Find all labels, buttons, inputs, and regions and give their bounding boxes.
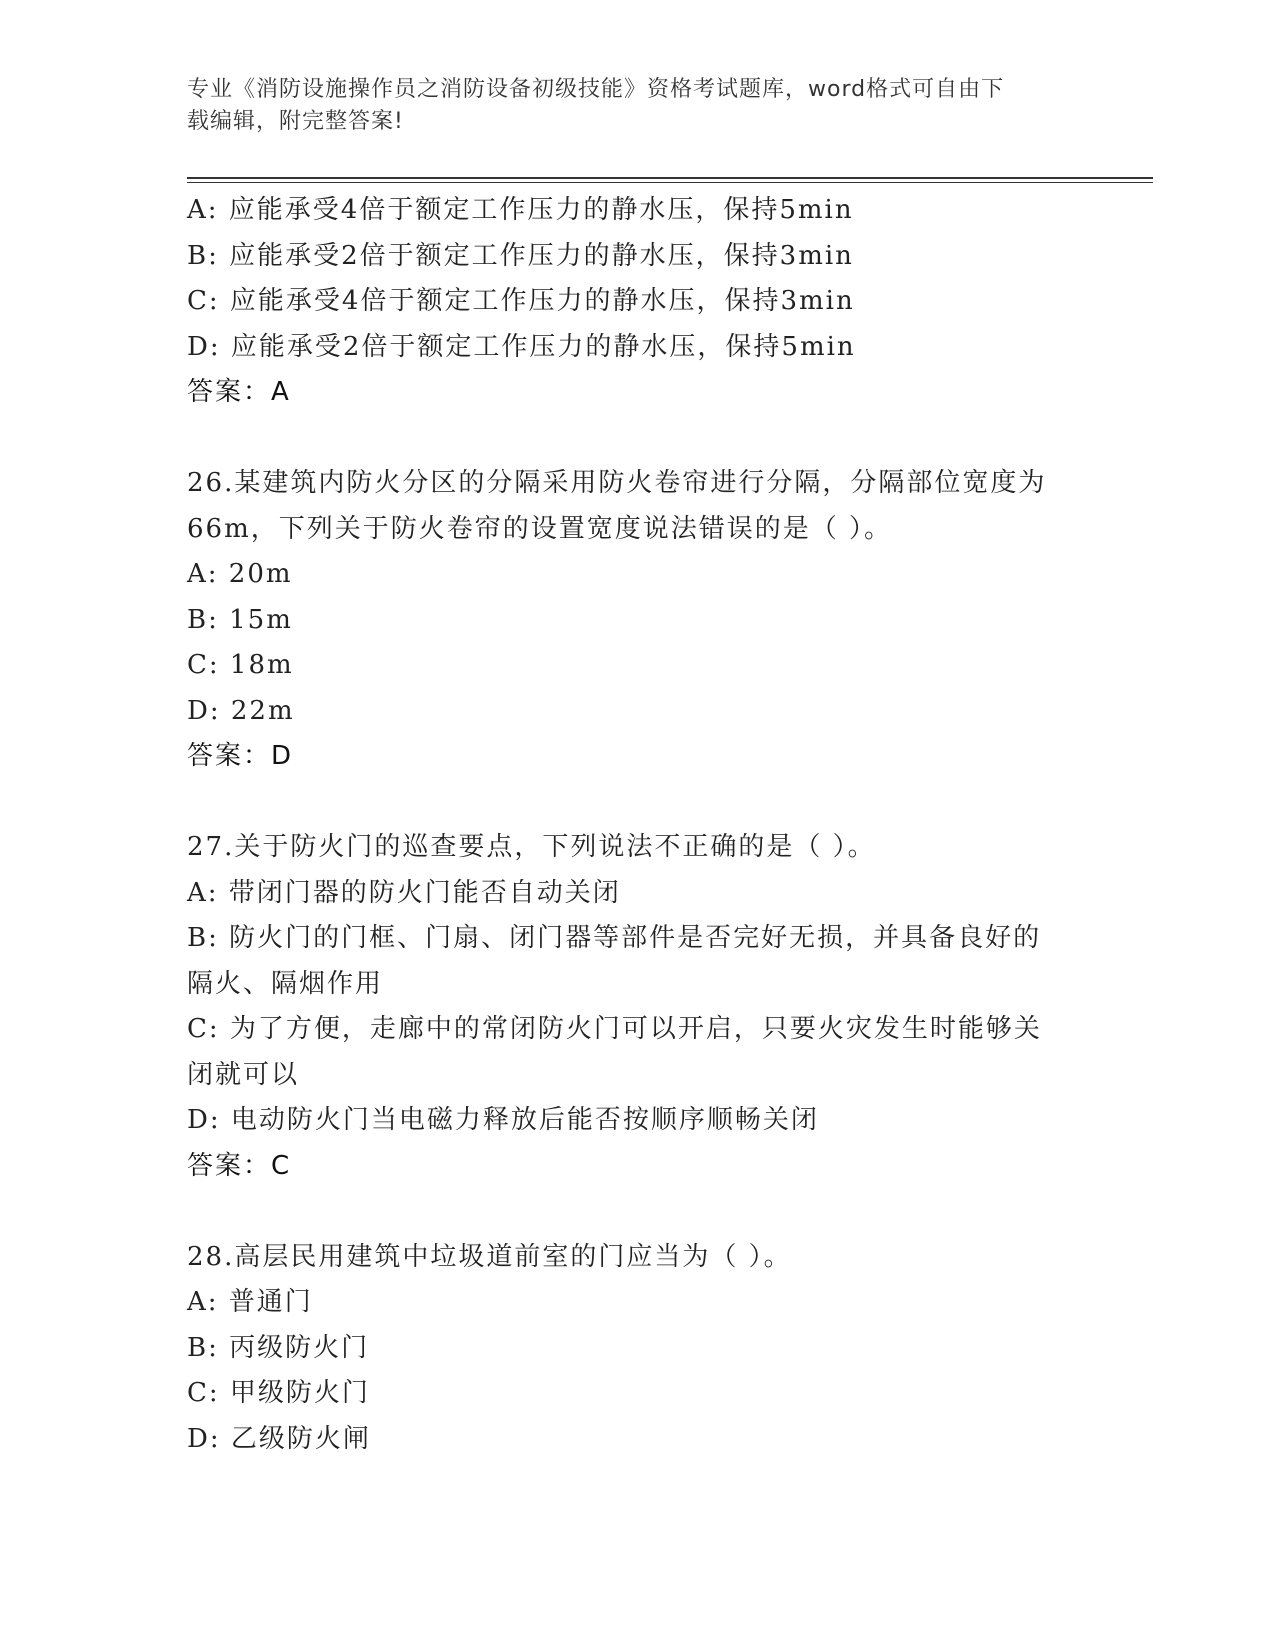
header-rule-thin — [187, 182, 1153, 183]
question-stem-cont: 66m，下列关于防火卷帘的设置宽度说法错误的是（ ）。 — [187, 513, 893, 544]
option-c: C: 为了方便，走廊中的常闭防火门可以开启，只要火灾发生时能够关 — [187, 1014, 1042, 1044]
header-rule-thick — [187, 177, 1153, 179]
question-list — [187, 188, 1087, 1462]
option-b-cont: 隔火、隔烟作用 — [187, 968, 384, 999]
option-a: A: 带闭门器的防火门能否自动关闭 — [187, 877, 621, 908]
option-c-cont: 闭就可以 — [187, 1059, 300, 1090]
document-header — [187, 74, 1087, 138]
header-line-2: 载编辑，附完整答案! — [187, 109, 404, 134]
spacer — [187, 780, 1087, 826]
option-b: B: 防火门的门框、门扇、闭门器等部件是否完好无损，并具备良好的 — [187, 923, 1042, 953]
question-28 — [187, 1235, 1087, 1463]
option-a: A: 20m — [187, 559, 293, 589]
option-c: C: 18m — [187, 650, 294, 680]
option-d: D: 电动防火门当电磁力释放后能否按顺序顺畅关闭 — [187, 1105, 819, 1135]
header-line-1: 专业《消防设施操作员之消防设备初级技能》资格考试题库，word格式可自由下 — [187, 77, 1005, 102]
spacer — [187, 1189, 1087, 1235]
option-a: A: 应能承受4倍于额定工作压力的静水压，保持5min — [187, 195, 854, 225]
question-prev — [187, 188, 1087, 416]
question-26 — [187, 461, 1087, 780]
question-stem: 26.某建筑内防火分区的分隔采用防火卷帘进行分隔，分隔部位宽度为 — [187, 468, 1047, 498]
option-b: B: 15m — [187, 604, 293, 635]
option-b: B: 丙级防火门 — [187, 1332, 370, 1363]
option-c: C: 应能承受4倍于额定工作压力的静水压，保持3min — [187, 286, 855, 316]
option-d: D: 22m — [187, 695, 295, 726]
option-d: D: 乙级防火闸 — [187, 1423, 371, 1454]
option-a: A: 普通门 — [187, 1287, 313, 1317]
answer: 答案：D — [187, 741, 294, 771]
question-stem: 28.高层民用建筑中垃圾道前室的门应当为（ ）。 — [187, 1241, 792, 1272]
answer: 答案：A — [187, 377, 291, 407]
question-stem: 27.关于防火门的巡查要点，下列说法不正确的是（ ）。 — [187, 832, 876, 862]
option-b: B: 应能承受2倍于额定工作压力的静水压，保持3min — [187, 240, 854, 271]
question-27 — [187, 825, 1087, 1189]
option-c: C: 甲级防火门 — [187, 1378, 370, 1408]
spacer — [187, 416, 1087, 462]
answer: 答案：C — [187, 1150, 292, 1181]
option-d: D: 应能承受2倍于额定工作压力的静水压，保持5min — [187, 331, 856, 362]
